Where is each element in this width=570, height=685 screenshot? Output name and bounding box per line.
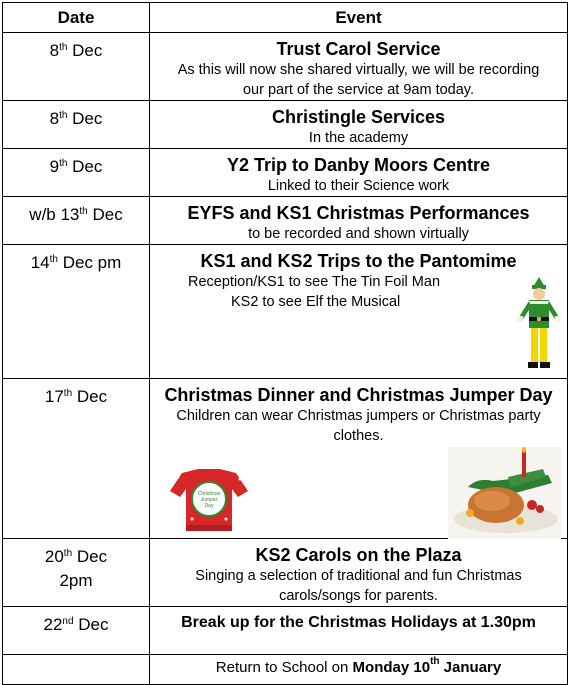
event-cell [150, 33, 568, 101]
event-cell [150, 149, 568, 197]
event-description: Reception/KS1 to see The Tin Foil Man [188, 274, 441, 290]
table-row [3, 245, 568, 379]
return-date: Monday 10 [352, 659, 431, 676]
header-date: Date [3, 3, 150, 33]
svg-text:Christmas: Christmas [197, 491, 221, 497]
table-row [3, 607, 568, 655]
event-description: Children can wear Christmas jumpers or Christmas party [176, 408, 541, 424]
event-date: 20th Dec 2pm [3, 539, 150, 607]
table-row [3, 539, 568, 607]
event-date: 14th Dec pm [3, 245, 150, 379]
return-cell: Return to School on Monday 10th January [150, 655, 568, 685]
event-date [3, 655, 150, 685]
event-description: As this will now she shared virtually, we will be recording [177, 62, 540, 78]
event-title: Trust Carol Service [276, 39, 441, 59]
event-date: 17th Dec [3, 379, 150, 539]
event-title: Christmas Dinner and Christmas Jumper Day [164, 385, 553, 405]
event-cell [150, 379, 568, 539]
svg-text:Jumper: Jumper [200, 497, 218, 503]
svg-text:Day: Day [204, 503, 214, 509]
event-description: carols/songs for parents. [279, 588, 438, 604]
event-date: 9th Dec [3, 149, 150, 197]
table-row [3, 197, 568, 245]
elf-image [515, 277, 563, 375]
table-row [3, 33, 568, 101]
event-title: Christingle Services [271, 107, 446, 127]
event-date: 8th Dec [3, 33, 150, 101]
event-title: KS1 and KS2 Trips to the Pantomime [200, 251, 517, 271]
event-title: KS2 Carols on the Plaza [255, 545, 462, 565]
table-row [3, 101, 568, 149]
event-description: Singing a selection of traditional and fun Christmas [195, 568, 522, 584]
event-description: Linked to their Science work [267, 178, 450, 194]
header-row [3, 3, 568, 33]
event-title: EYFS and KS1 Christmas Performances [187, 203, 530, 223]
events-table [2, 2, 568, 685]
event-date: 22nd Dec [3, 607, 150, 655]
table-row [3, 149, 568, 197]
event-date: 8th Dec [3, 101, 150, 149]
event-date: w/b 13th Dec [3, 197, 150, 245]
event-description: clothes. [333, 428, 384, 444]
event-description: In the academy [308, 130, 409, 146]
event-cell [150, 101, 568, 149]
event-cell [150, 539, 568, 607]
table-row [3, 379, 568, 539]
header-event: Event [150, 3, 568, 33]
return-text: Return to School on [215, 659, 353, 676]
event-description: KS2 to see Elf the Musical [231, 294, 401, 310]
event-description: to be recorded and shown virtually [248, 226, 469, 242]
event-title: Break up for the Christmas Holidays at 1.30pm [181, 614, 536, 631]
christmas-dinner-image [448, 447, 561, 539]
event-cell [150, 245, 568, 379]
event-title: Y2 Trip to Danby Moors Centre [226, 155, 491, 175]
christmas-jumper-image [168, 467, 250, 535]
table-row [3, 655, 568, 685]
event-cell [150, 607, 568, 655]
event-description: our part of the service at 9am today. [242, 82, 475, 98]
event-cell [150, 197, 568, 245]
